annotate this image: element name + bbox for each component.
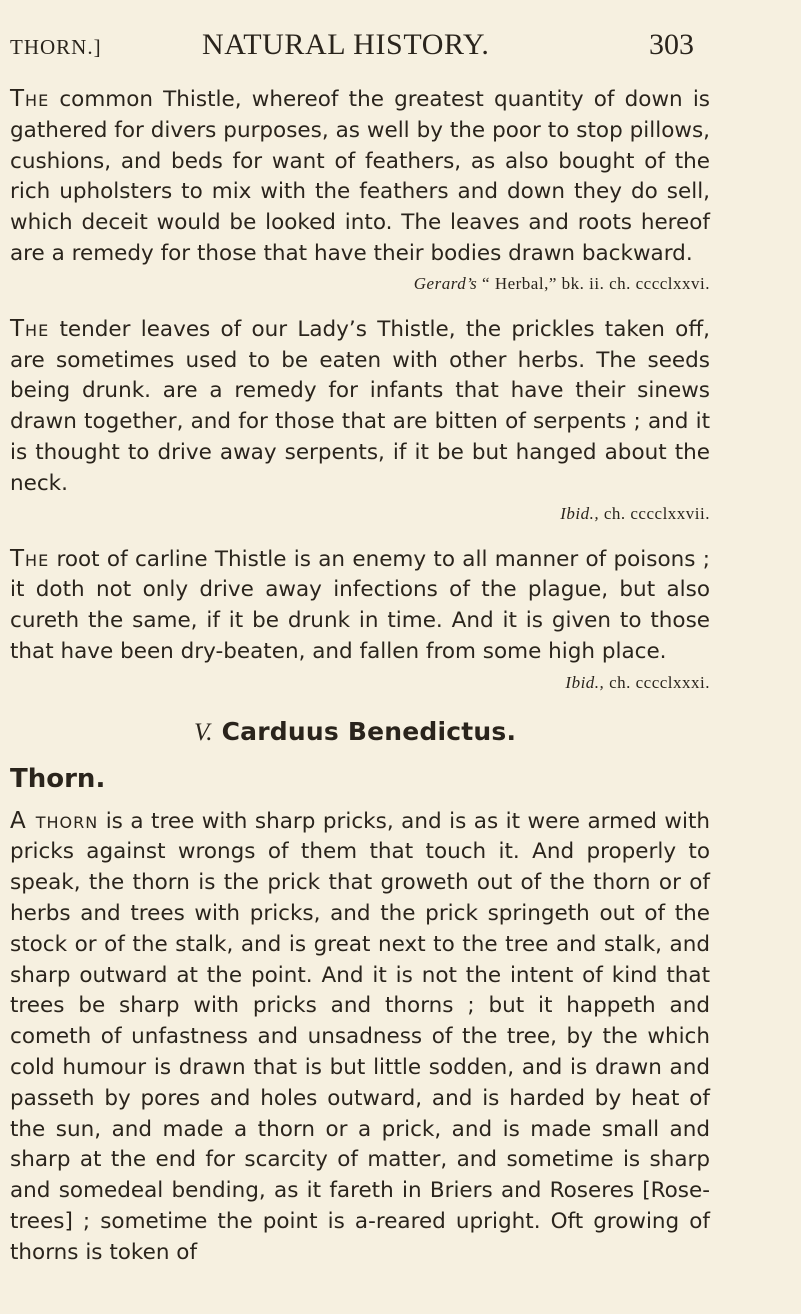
cross-reference-text: Carduus Benedictus. (212, 716, 517, 746)
paragraph-text: is a tree with sharp pricks, and is as it were armed with pricks against wrongs of them that touch it. And properly to speak, the thorn is the prick that groweth out of the thorn or of herbs and trees with pricks, and the prick springeth out of the stock or of the stalk, and is great next to the tree and stalk, and sharp outward at the point. And it is not the intent of kind that trees be sharp with pricks and thorns ; but it happeth and cometh of unfastness and unsadness of the tree, by the which cold humour is drawn that is but little sodden, and is drawn and passeth by pores and holes outward, and is harded by heat of the sun, and made a thorn or a prick, and is made small and sharp at the end for scarcity of matter, and sometime is sharp and somedeal bending, as it fareth in Briers and Roseres [Rose-trees] ; sometime the point is a-reared upright. Oft growing of thorns is token of (10, 808, 711, 1265)
paragraph-text: tender leaves of our Lady’s Thistle, the prickles taken off, are sometimes used to be eaten with other herbs. The seeds being drunk. are a remedy for infants that have their sinews drawn together, and for those that are bitten of serpents ; and it is thought to drive away serpents, if it be but hanged about the neck. (10, 316, 710, 496)
citation-ibid-381 (565, 668, 710, 699)
citation-author: Gerard’s (413, 273, 478, 293)
citation-ibid-377 (10, 502, 710, 526)
paragraph-text: common Thistle, whereof the greatest quantity of down is gathered for divers purposes, as well by the poor to stop pillows, cushions, and beds for want of feathers, as also bought of the rich upholsters to mix with the feathers and down they do sell, which deceit would be looked into. The leaves and roots hereof are a remedy for those that have their bodies drawn backward. (10, 87, 710, 266)
citation-reference: ch. cccclxxvii. (599, 503, 710, 523)
paragraph-text: root of carline Thistle is an enemy to all manner of poisons ; it doth not only drive away infections of the plague, but also cureth the same, if it be drunk in time. And it is given to those that have been dry-beaten, and fallen from some high place. (10, 546, 710, 664)
citation-gerard-herbal (10, 272, 710, 296)
paragraph-common-thistle (10, 84, 710, 270)
paragraph-lead-word: The (10, 86, 50, 112)
running-head-title: NATURAL HISTORY. (202, 28, 490, 61)
cross-reference-prefix: V. (194, 718, 213, 746)
paragraph-ladys-thistle (10, 314, 710, 500)
page-number: 303 (649, 28, 694, 61)
citation-ibid: Ibid., (565, 672, 605, 692)
running-head (10, 24, 694, 64)
paragraph-carline-thistle (10, 544, 710, 692)
body-text (10, 84, 710, 1269)
section-heading-thorn: Thorn. (10, 763, 106, 794)
paragraph-lead-word: A thorn (10, 807, 99, 834)
citation-reference: “ Herbal,” bk. ii. ch. cccclxxvi. (477, 273, 710, 293)
citation-reference: ch. cccclxxxi. (604, 672, 710, 692)
paragraph-lead-word: The (10, 545, 50, 572)
cross-reference-carduus-benedictus (10, 715, 710, 750)
paragraph-lead-word: The (10, 315, 50, 342)
running-head-section: THORN.] (10, 35, 102, 59)
paragraph-thorn (10, 806, 710, 1269)
citation-ibid: Ibid., (560, 503, 600, 523)
